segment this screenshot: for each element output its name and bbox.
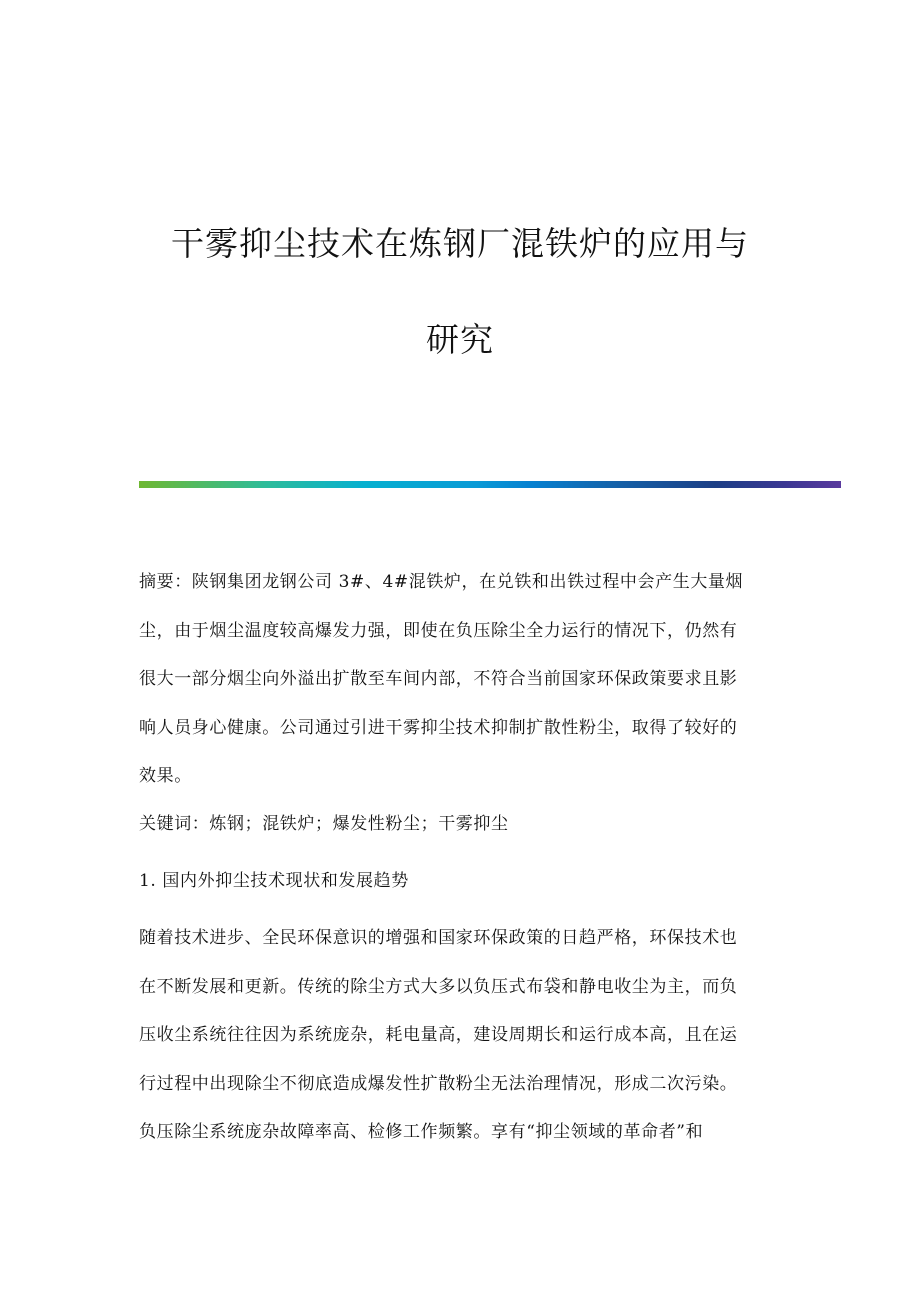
section-body-paragraph: [139, 914, 779, 1157]
abstract-line: 尘，由于烟尘温度较高爆发力强，即使在负压除尘全力运行的情况下，仍然有: [139, 620, 738, 641]
body-line: 随着技术进步、全民环保意识的增强和国家环保政策的日趋严格，环保技术也: [139, 928, 738, 948]
abstract-line: 效果。: [139, 766, 192, 786]
keywords-line: 关键词：炼钢；混铁炉；爆发性粉尘；干雾抑尘: [139, 814, 509, 834]
abstract-line: 摘要：陕钢集团龙钢公司 3#、4#混铁炉，在兑铁和出铁过程中会产生大量烟: [139, 572, 744, 592]
body-line: 负压除尘系统庞杂故障率高、检修工作频繁。享有“抑尘领域的革命者”和: [139, 1122, 704, 1142]
body-line: 在不断发展和更新。传统的除尘方式大多以负压式布袋和静电收尘为主，而负: [139, 976, 738, 997]
document-title-line-2: 研究: [426, 320, 494, 359]
abstract-paragraph: [139, 558, 779, 801]
gradient-divider: [139, 481, 841, 488]
body-line: 行过程中出现除尘不彻底造成爆发性扩散粉尘无法治理情况，形成二次污染。: [139, 1073, 738, 1094]
body-line: 压收尘系统往往因为系统庞杂，耗电量高，建设周期长和运行成本高，且在运: [139, 1025, 738, 1045]
section-heading: 1. 国内外抑尘技术现状和发展趋势: [139, 871, 409, 891]
abstract-line: 响人员身心健康。公司通过引进干雾抑尘技术抑制扩散性粉尘，取得了较好的: [139, 717, 738, 738]
abstract-line: 很大一部分烟尘向外溢出扩散至车间内部，不符合当前国家环保政策要求且影: [139, 669, 738, 689]
document-title-line-1: 干雾抑尘技术在炼钢厂混铁炉的应用与: [171, 224, 749, 263]
